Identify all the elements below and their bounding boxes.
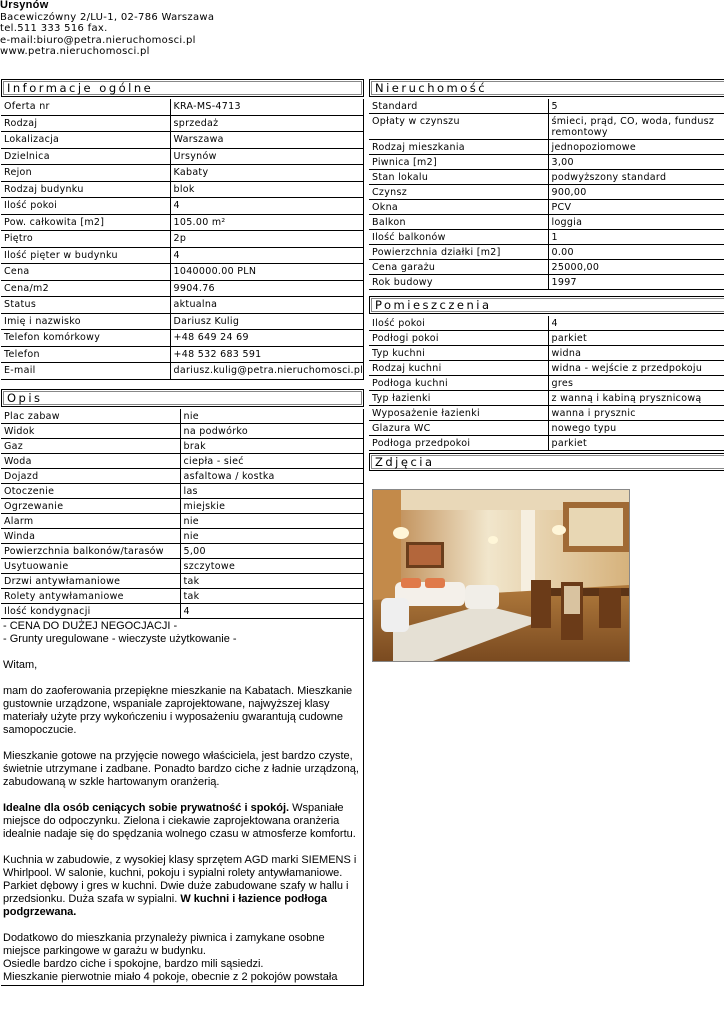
general-row-value: Kabaty [170, 165, 364, 182]
property-row [369, 260, 724, 275]
description-greeting: Witam, [3, 658, 38, 671]
rooms-row-label: Podłoga kuchni [369, 376, 548, 391]
description-paragraph-5c: Mieszkanie pierwotnie miało 4 pokoje, obecnie z 2 pokojów powstała [3, 970, 338, 983]
property-row-value: 0.00 [548, 245, 724, 260]
general-row-label: Pow. całkowita [m2] [1, 214, 170, 231]
rooms-row [369, 346, 724, 361]
general-row [1, 132, 364, 149]
general-row-label: Cena/m2 [1, 280, 170, 297]
agency-name: Ursynów [0, 0, 49, 11]
opis-row-value: szczytowe [180, 558, 364, 573]
general-row-value: 2p [170, 231, 364, 248]
opis-row-label: Woda [1, 453, 180, 468]
opis-row-value: las [180, 483, 364, 498]
rooms-row [369, 391, 724, 406]
right-column [369, 79, 724, 473]
general-row-label: Telefon [1, 346, 170, 363]
rooms-row [369, 331, 724, 346]
rooms-row-label: Typ kuchni [369, 346, 548, 361]
general-row-value: +48 649 24 69 [170, 330, 364, 347]
general-row [1, 247, 364, 264]
general-row [1, 214, 364, 231]
rooms-row-label: Glazura WC [369, 421, 548, 436]
general-row [1, 148, 364, 165]
general-row-value: 4 [170, 247, 364, 264]
property-row-value: PCV [548, 200, 724, 215]
opis-row [1, 498, 364, 513]
property-row [369, 245, 724, 260]
opis-row [1, 423, 364, 438]
opis-row [1, 438, 364, 453]
rooms-row-value: parkiet [548, 331, 724, 346]
section-opis-title: Opis [1, 389, 364, 407]
rooms-row [369, 361, 724, 376]
opis-table [1, 409, 364, 619]
opis-row-label: Otoczenie [1, 483, 180, 498]
description [1, 619, 364, 986]
agency-email[interactable]: e-mail:biuro@petra.nieruchomosci.pl [0, 34, 196, 46]
opis-row-value: na podwórko [180, 423, 364, 438]
apartment-photo[interactable] [372, 489, 630, 662]
general-row-label: Telefon komórkowy [1, 330, 170, 347]
rooms-row-value: 4 [548, 316, 724, 331]
agency-website[interactable]: www.petra.nieruchomosci.pl [0, 46, 150, 57]
description-p3-rest: Wspaniałe miejsce do odpoczynku. Zielona i ciekawie zaprojektowana oranżeria idealnie nadaje się do spędzania wolnego czasu w atmosferze komfortu. [3, 801, 356, 840]
opis-row-label: Usytuowanie [1, 558, 180, 573]
rooms-row-label: Podłogi pokoi [369, 331, 548, 346]
general-row-value: 105.00 m² [170, 214, 364, 231]
property-row-value: 1 [548, 230, 724, 245]
description-p4-bold: W kuchni i łazience podłoga podgrzewana. [3, 892, 327, 918]
general-row [1, 231, 364, 248]
opis-row-label: Drzwi antywłamaniowe [1, 573, 180, 588]
description-paragraph-1: mam do zaoferowania przepiękne mieszkanie na Kabatach. Mieszkanie gustownie urządzone, wspaniale zaprojektowane, najwyższej klasy materiały użyte przy wykończeniu i wyposażeniu gwarantują cudowne samopoczucie. [3, 684, 353, 736]
property-row [369, 230, 724, 245]
general-row-label: Imię i nazwisko [1, 313, 170, 330]
general-row-value: 4 [170, 198, 364, 215]
general-row-label: Ilość pięter w budynku [1, 247, 170, 264]
general-row-value: KRA-MS-4713 [170, 99, 364, 115]
agency-phone: tel.511 333 516 fax. [0, 23, 108, 34]
rooms-row-value: parkiet [548, 436, 724, 451]
general-row-value: dariusz.kulig@petra.nieruchomosci.pl [170, 363, 364, 380]
general-row [1, 297, 364, 314]
opis-row-value: nie [180, 409, 364, 424]
opis-row-value: asfaltowa / kostka [180, 468, 364, 483]
property-row-label: Cena garażu [369, 260, 548, 275]
section-photos-title: Zdjęcia [369, 453, 724, 471]
property-row [369, 185, 724, 200]
opis-row-value: tak [180, 573, 364, 588]
opis-row-value: tak [180, 588, 364, 603]
general-row [1, 115, 364, 132]
rooms-row [369, 421, 724, 436]
opis-row-label: Ilość kondygnacji [1, 603, 180, 618]
property-row-label: Standard [369, 99, 548, 114]
opis-row [1, 468, 364, 483]
general-table [1, 99, 364, 380]
property-row-value: 900,00 [548, 185, 724, 200]
general-row [1, 280, 364, 297]
opis-row [1, 603, 364, 618]
rooms-row [369, 316, 724, 331]
living-room-image [373, 490, 629, 661]
description-line-1: - CENA DO DUŻEJ NEGOCJACJI - [3, 619, 178, 632]
general-row-value: +48 532 683 591 [170, 346, 364, 363]
opis-row-label: Gaz [1, 438, 180, 453]
opis-row [1, 483, 364, 498]
property-row [369, 275, 724, 290]
opis-row-value: 4 [180, 603, 364, 618]
rooms-row [369, 376, 724, 391]
rooms-row-label: Podłoga przedpokoi [369, 436, 548, 451]
opis-row-value: nie [180, 528, 364, 543]
general-row-label: Ilość pokoi [1, 198, 170, 215]
general-row [1, 313, 364, 330]
property-row [369, 99, 724, 114]
opis-row-label: Dojazd [1, 468, 180, 483]
general-row [1, 330, 364, 347]
rooms-row-label: Wyposażenie łazienki [369, 406, 548, 421]
opis-row [1, 453, 364, 468]
rooms-row-value: z wanną i kabiną prysznicową [548, 391, 724, 406]
description-p3-bold: Idealne dla osób ceniących sobie prywatność i spokój. [3, 801, 290, 814]
opis-row-value: ciepła - sieć [180, 453, 364, 468]
property-row-label: Okna [369, 200, 548, 215]
property-row [369, 155, 724, 170]
property-row-value: 25000,00 [548, 260, 724, 275]
agency-header [0, 0, 724, 58]
opis-row-value: miejskie [180, 498, 364, 513]
section-property-title: Nieruchomość [369, 79, 724, 97]
opis-row-label: Winda [1, 528, 180, 543]
property-row-value: śmieci, prąd, CO, woda, fundusz remontowy [548, 114, 724, 140]
opis-row [1, 558, 364, 573]
property-row-label: Stan lokalu [369, 170, 548, 185]
general-row [1, 198, 364, 215]
general-row-label: Piętro [1, 231, 170, 248]
opis-row-value: nie [180, 513, 364, 528]
general-row-label: Lokalizacja [1, 132, 170, 149]
property-row-label: Piwnica [m2] [369, 155, 548, 170]
opis-row [1, 588, 364, 603]
opis-row-value: brak [180, 438, 364, 453]
property-row-label: Rodzaj mieszkania [369, 140, 548, 155]
general-row-value: 1040000.00 PLN [170, 264, 364, 281]
general-row-label: Dzielnica [1, 148, 170, 165]
general-row-value: Ursynów [170, 148, 364, 165]
general-row [1, 99, 364, 115]
description-paragraph-4 [3, 854, 361, 919]
opis-row-label: Rolety antywłamaniowe [1, 588, 180, 603]
rooms-row-value: gres [548, 376, 724, 391]
description-paragraph-5b: Osiedle bardzo ciche i spokojne, bardzo mili sąsiedzi. [3, 957, 264, 970]
description-line-2: - Grunty uregulowane - wieczyste użytkowanie - [3, 632, 237, 645]
property-row-label: Czynsz [369, 185, 548, 200]
rooms-row [369, 406, 724, 421]
general-row-value: aktualna [170, 297, 364, 314]
general-row-label: Rodzaj budynku [1, 181, 170, 198]
opis-row-label: Plac zabaw [1, 409, 180, 424]
general-row [1, 181, 364, 198]
general-row-value: 9904.76 [170, 280, 364, 297]
general-row [1, 264, 364, 281]
general-row-label: Oferta nr [1, 99, 170, 115]
opis-row-label: Widok [1, 423, 180, 438]
property-row-value: podwyższony standard [548, 170, 724, 185]
opis-row-label: Powierzchnia balkonów/tarasów [1, 543, 180, 558]
general-row-label: Rodzaj [1, 115, 170, 132]
rooms-row-value: wanna i prysznic [548, 406, 724, 421]
property-row-label: Opłaty w czynszu [369, 114, 548, 140]
rooms-table [369, 316, 724, 451]
opis-row [1, 573, 364, 588]
rooms-row-label: Typ łazienki [369, 391, 548, 406]
general-row-label: Cena [1, 264, 170, 281]
general-row-label: Rejon [1, 165, 170, 182]
left-column [1, 79, 364, 986]
rooms-row [369, 436, 724, 451]
property-row [369, 170, 724, 185]
description-paragraph-2: Mieszkanie gotowe na przyjęcie nowego właściciela, jest bardzo czyste, świetnie utrzymane i zadbane. Ponadto bardzo ciche z ładnie urządzoną, zabudowaną w szkle hartowanym oranżerią. [3, 749, 359, 788]
opis-row [1, 543, 364, 558]
general-row-label: Status [1, 297, 170, 314]
general-row [1, 165, 364, 182]
rooms-row-value: widna [548, 346, 724, 361]
opis-row-label: Alarm [1, 513, 180, 528]
agency-address: Bacewiczówny 2/LU-1, 02-786 Warszawa [0, 11, 215, 23]
property-row-value: loggia [548, 215, 724, 230]
opis-row-label: Ogrzewanie [1, 498, 180, 513]
property-row-value: 5 [548, 99, 724, 114]
general-row [1, 346, 364, 363]
property-row-value: 3,00 [548, 155, 724, 170]
general-row-value: blok [170, 181, 364, 198]
general-row [1, 363, 364, 380]
opis-row [1, 528, 364, 543]
property-row [369, 114, 724, 140]
property-table [369, 99, 724, 290]
property-row-label: Powierzchnia działki [m2] [369, 245, 548, 260]
section-rooms-title: Pomieszczenia [369, 296, 724, 314]
general-row-value: Dariusz Kulig [170, 313, 364, 330]
opis-row [1, 409, 364, 424]
general-row-value: Warszawa [170, 132, 364, 149]
property-row-label: Rok budowy [369, 275, 548, 290]
opis-row-value: 5,00 [180, 543, 364, 558]
property-row-label: Balkon [369, 215, 548, 230]
rooms-row-value: widna - wejście z przedpokoju [548, 361, 724, 376]
property-row-value: 1997 [548, 275, 724, 290]
property-row [369, 200, 724, 215]
property-row-value: jednopoziomowe [548, 140, 724, 155]
property-row [369, 215, 724, 230]
rooms-row-label: Rodzaj kuchni [369, 361, 548, 376]
property-row [369, 140, 724, 155]
description-p4-text: Kuchnia w zabudowie, z wysokiej klasy sprzętem AGD marki SIEMENS i Whirlpool. W salonie, kuchni, pokoju i sypialni rolety antywłamaniowe. Parkiet dębowy i gres w kuchni. Dwie duże zabudowane szafy w hallu i przedsionku. Duża szafa w sypialni. [3, 853, 357, 905]
opis-row [1, 513, 364, 528]
general-row-value: sprzedaż [170, 115, 364, 132]
description-paragraph-3 [3, 802, 361, 841]
general-row-label: E-mail [1, 363, 170, 380]
rooms-row-label: Ilość pokoi [369, 316, 548, 331]
description-paragraph-5a: Dodatkowo do mieszkania przynależy piwnica i zamykane osobne miejsce parkingowe w garażu w budynku. [3, 931, 325, 957]
rooms-row-value: nowego typu [548, 421, 724, 436]
property-row-label: Ilość balkonów [369, 230, 548, 245]
section-general-title: Informacje ogólne [1, 79, 364, 97]
